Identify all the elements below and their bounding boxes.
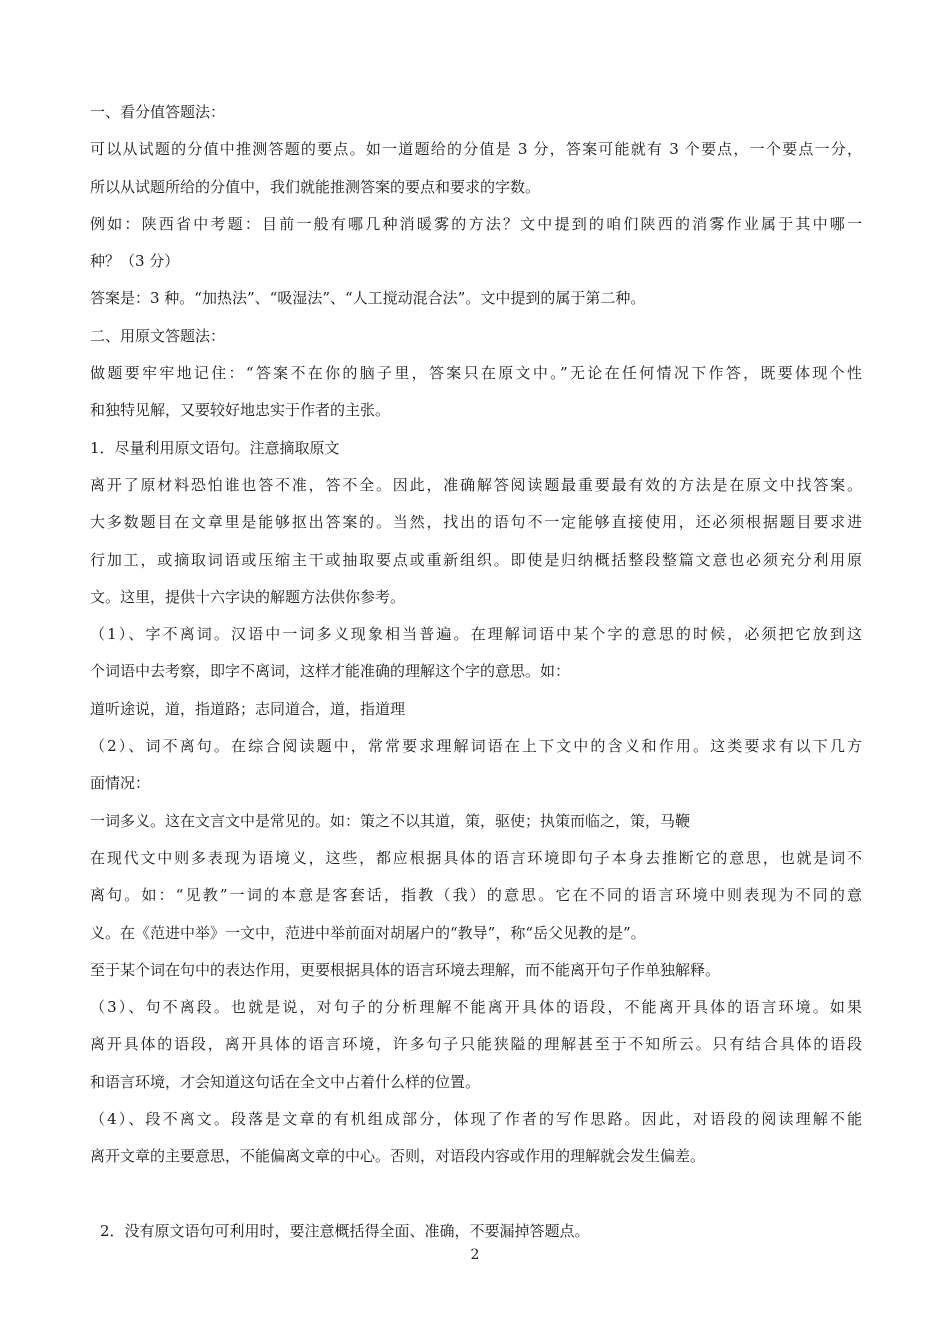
text-line: 离开具体的语段，离开具体的语言环境，许多句子只能狭隘的理解甚至于不知所云。只有结合具体的语段 — [90, 1035, 862, 1054]
text-line: 个词语中去考察，即字不离词，这样才能准确的理解这个字的意思。如： — [90, 662, 571, 681]
document-body — [90, 94, 862, 1250]
text-line: 行加工，或摘取词语或压缩主干或抽取要点或重新组织。即使是归纳概括整段整篇文意也必须充分利用原 — [90, 550, 862, 569]
text-line: （2）、词不离句。在综合阅读题中，常常要求理解词语在上下文中的含义和作用。这类要求有以下几方 — [90, 737, 862, 756]
page-number: 2 — [470, 1247, 480, 1263]
text-line: 离开文章的主要意思，不能偏离文章的中心。否则，对语段内容或作用的理解就会发生偏差。 — [90, 1147, 706, 1166]
text-line: 1．尽量利用原文语句。注意摘取原文 — [90, 438, 340, 457]
text-line: 和独特见解，又要较好地忠实于作者的主张。 — [90, 401, 391, 420]
text-line: 面情况： — [90, 774, 151, 793]
text-line: 2．没有原文语句可利用时，要注意概括得全面、准确，不要漏掉答题点。 — [100, 1221, 590, 1240]
text-line: （4）、段不离文。段落是文章的有机组成部分，体现了作者的写作思路。因此，对语段的阅读理解不能 — [90, 1110, 862, 1129]
text-line: 所以从试题所给的分值中，我们就能推测答案的要点和要求的字数。 — [90, 177, 541, 196]
text-line: 答案是：3 种。“加热法”、“吸湿法”、“人工搅动混合法”。文中提到的属于第二种。 — [90, 289, 646, 308]
text-line: （3）、句不离段。也就是说，对句子的分析理解不能离开具体的语段，不能离开具体的语言环境。如果 — [90, 998, 862, 1017]
paragraph-gap — [90, 1176, 862, 1213]
text-line: 和语言环境，才会知道这句话在全文中占着什么样的位置。 — [90, 1072, 481, 1091]
text-line: 可以从试题的分值中推测答题的要点。如一道题给的分值是 3 分，答案可能就有 3 个要点，一个要点一分， — [90, 140, 862, 159]
text-line: 至于某个词在句中的表达作用，更要根据具体的语言环境去理解，而不能离开句子作单独解释。 — [90, 960, 721, 979]
text-line: 道听途说，道，指道路；志同道合，道，指道理 — [90, 699, 406, 718]
text-line: 义。在《范进中举》一文中，范进中举前面对胡屠户的“教导”，称“岳父见教的是”。 — [90, 923, 646, 942]
text-line: 离句。如：“见教”一词的本意是客套话，指教（我）的意思。它在不同的语言环境中则表现为不同的意 — [90, 886, 862, 905]
text-line: 种？（3 分） — [90, 252, 180, 271]
text-line: 一、看分值答题法： — [90, 103, 226, 121]
text-line: 二、用原文答题法： — [90, 326, 226, 345]
text-line: 在现代文中则多表现为语境义，这些，都应根据具体的语言环境即句子本身去推断它的意思，也就是词不 — [90, 848, 862, 867]
text-line: 文。这里，提供十六字诀的解题方法供你参考。 — [90, 587, 406, 606]
text-line: 做题要牢牢地记住：“答案不在你的脑子里，答案只在原文中。”无论在任何情况下作答，既要体现个性 — [90, 364, 862, 383]
text-line: （1）、字不离词。汉语中一词多义现象相当普遍。在理解词语中某个字的意思的时候，必须把它放到这 — [90, 625, 862, 644]
text-line: 一词多义。这在文言文中是常见的。如：策之不以其道，策，驱使；执策而临之，策，马鞭 — [90, 811, 691, 830]
text-line: 大多数题目在文章里是能够抠出答案的。当然，找出的语句不一定能够直接使用，还必须根据题目要求进 — [90, 513, 862, 532]
text-line: 例如：陕西省中考题：目前一般有哪几种消暖雾的方法？文中提到的咱们陕西的消雾作业属于其中哪一 — [90, 214, 862, 233]
text-line: 离开了原材料恐怕谁也答不准，答不全。因此，准确解答阅读题最重要最有效的方法是在原文中找答案。 — [90, 475, 862, 494]
